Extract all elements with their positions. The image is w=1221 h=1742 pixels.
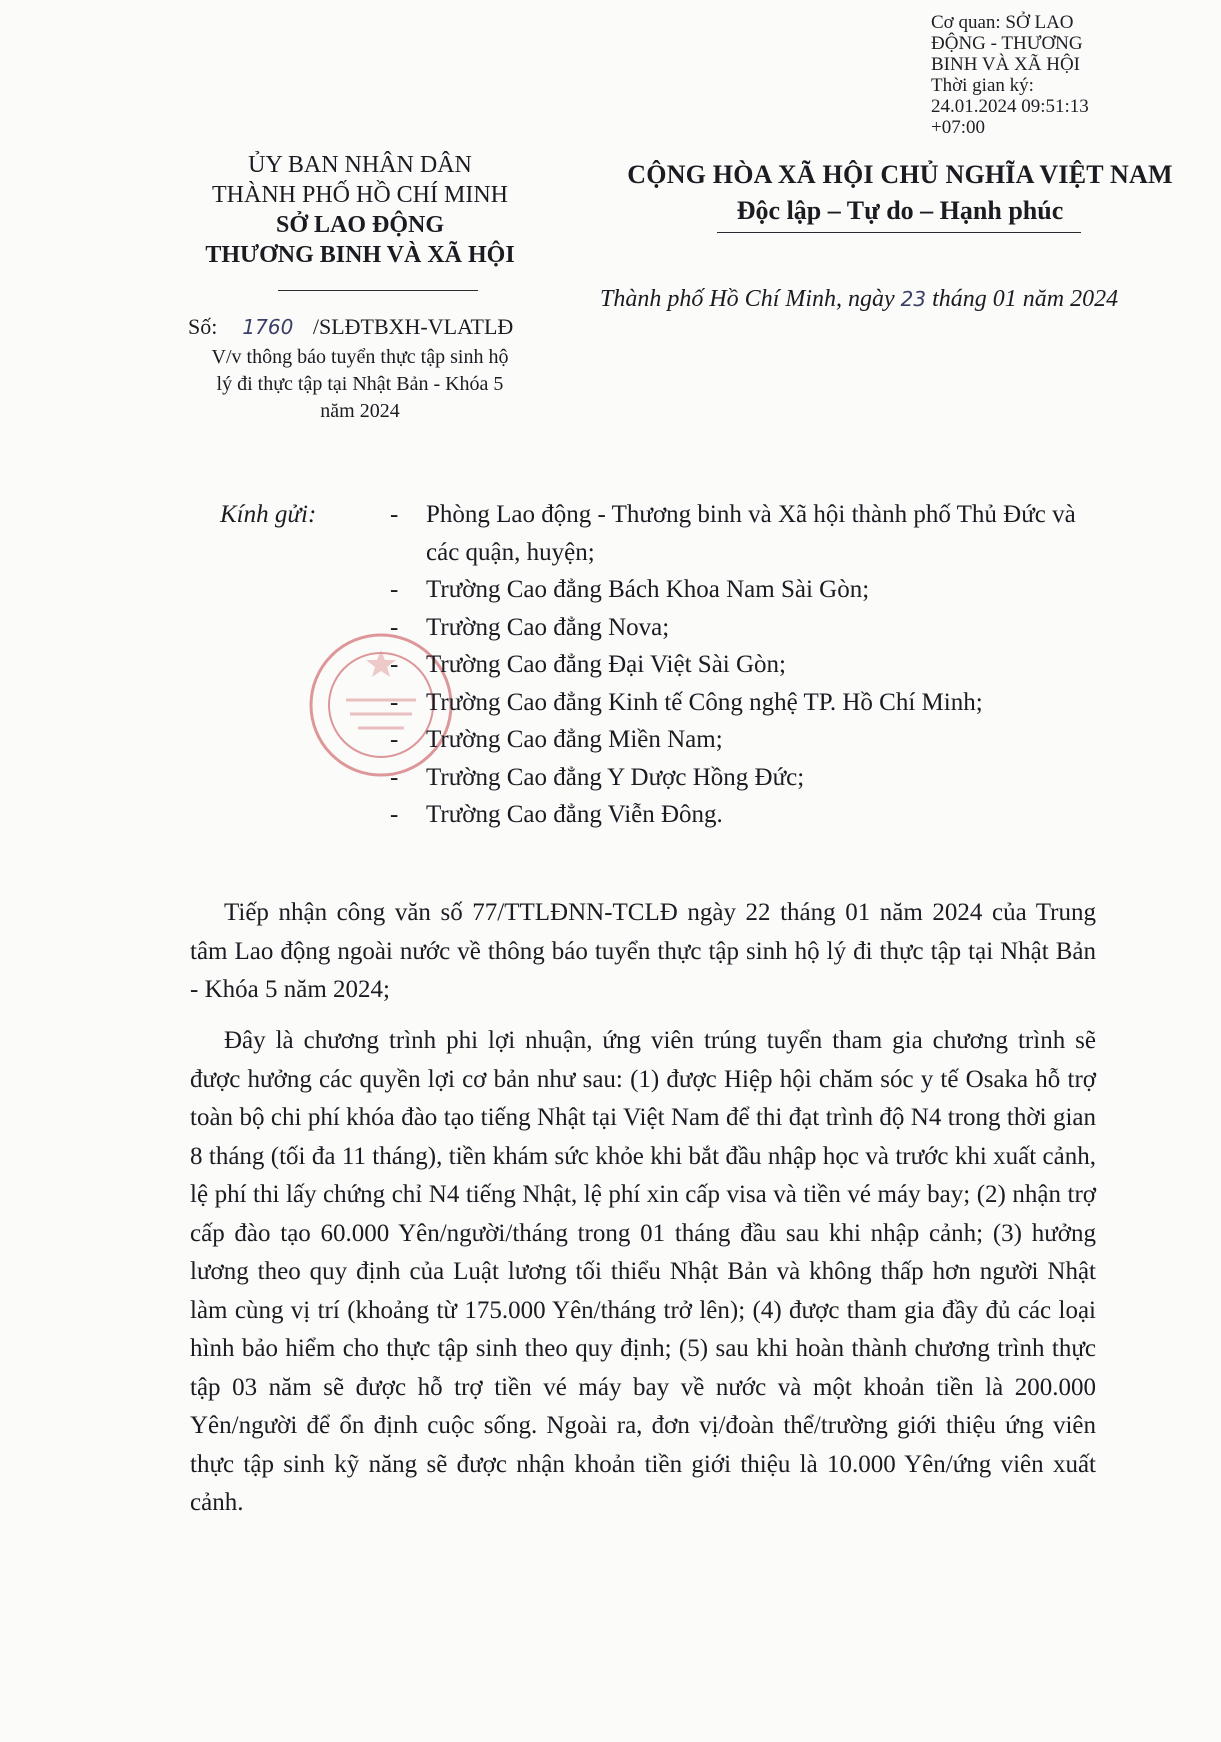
- body-paragraph-1: Tiếp nhận công văn số 77/TTLĐNN-TCLĐ ngày 22 tháng 01 năm 2024 của Trung tâm Lao động ngoài nước về thông báo tuyển thực tập sinh hộ lý đi thực tập tại Nhật Bản - Khóa 5 năm 2024;: [190, 899, 1096, 1003]
- date-prefix: Thành phố Hồ Chí Minh, ngày: [600, 286, 901, 312]
- date-suffix: tháng 01 năm 2024: [926, 286, 1119, 312]
- doc-number-code: /SLĐTBXH-VLATLĐ: [312, 314, 514, 339]
- sig-time-label: Thời gian ký:: [931, 75, 1034, 96]
- recipient-item: - Trường Cao đẳng Viễn Đông.: [390, 801, 723, 828]
- sig-agency-line3: BINH VÀ XÃ HỘI: [931, 54, 1081, 75]
- authority-underline: [278, 290, 478, 291]
- document-subject: [160, 344, 560, 425]
- recipient-item: - Trường Cao đẳng Nova;: [390, 613, 670, 641]
- recipient-item: - Trường Cao đẳng Đại Việt Sài Gòn;: [390, 651, 786, 678]
- date-day-handwritten: 23: [900, 287, 927, 311]
- sig-agency-line2: ĐỘNG - THƯƠNG: [931, 33, 1083, 54]
- document-number: [188, 314, 513, 340]
- sig-time-value: 24.01.2024 09:51:13: [931, 96, 1089, 117]
- nation-title: CỘNG HÒA XÃ HỘI CHỦ NGHĨA VIỆT NAM: [627, 160, 1173, 189]
- digital-signature-block: [931, 12, 1131, 138]
- recipients-list: [390, 496, 1090, 834]
- national-header: [580, 158, 1220, 230]
- authority-line2: THÀNH PHỐ HỒ CHÍ MINH: [212, 182, 508, 208]
- recipient-item: - Trường Cao đẳng Bách Khoa Nam Sài Gòn;: [390, 576, 870, 603]
- doc-number-label: Số:: [188, 314, 218, 339]
- recipients-label: Kính gửi:: [220, 501, 317, 528]
- place-and-date: [600, 286, 1118, 313]
- recipient-item: - Trường Cao đẳng Y Dược Hồng Đức;: [390, 763, 805, 791]
- authority-line3: SỞ LAO ĐỘNG: [275, 212, 445, 238]
- subject-line3: năm 2024: [320, 400, 400, 422]
- recipient-item: - Trường Cao đẳng Miền Nam;: [390, 726, 723, 753]
- sig-timezone: +07:00: [931, 117, 985, 138]
- body-paragraph-2: Đây là chương trình phi lợi nhuận, ứng viên trúng tuyển tham gia chương trình sẽ được hưởng các quyền lợi cơ bản như sau: (1) được Hiệp hội chăm sóc y tế Osaka hỗ trợ toàn bộ chi phí khóa đào tạo tiếng Nhật tại Việt Nam để thi đạt trình độ N4 trong thời gian 8 tháng (tối đa 11 tháng), tiền khám sức khỏe khi bắt đầu nhập học và trước khi xuất cảnh, lệ phí thi lấy chứng chỉ N4 tiếng Nhật, lệ phí xin cấp visa và tiền vé máy bay; (2) nhận trợ cấp đào tạo 60.000 Yên/người/tháng trong 01 tháng đầu sau khi nhập cảnh; (3) hưởng lương theo quy định của Luật lương tối thiểu Nhật Bản và không thấp hơn người Nhật làm cùng vị trí (khoảng từ 175.000 Yên/tháng trở lên); (4) được tham gia đầy đủ các loại hình bảo hiểm cho thực tập sinh theo quy định; (5) sau khi hoàn thành chương trình thực tập 03 năm sẽ được hỗ trợ tiền vé máy bay về nước và một khoản tiền là 200.000 Yên/người để ổn định cuộc sống. Ngoài ra, đơn vị/đoàn thể/trường giới thiệu ứng viên thực tập sinh kỹ năng sẽ được nhận khoản tiền giới thiệu là 10.000 Yên/ứng viên xuất cảnh.: [190, 1027, 1096, 1516]
- recipient-item: - Phòng Lao động - Thương binh và Xã hội thành phố Thủ Đức và các quận, huyện;: [390, 501, 1076, 566]
- authority-line4: THƯƠNG BINH VÀ XÃ HỘI: [205, 242, 515, 268]
- motto-underline: [717, 232, 1081, 233]
- subject-line2: lý đi thực tập tại Nhật Bản - Khóa 5: [216, 373, 504, 395]
- sig-agency-line1: Cơ quan: SỞ LAO: [931, 12, 1074, 33]
- doc-number-handwritten: 1760: [242, 315, 294, 339]
- recipient-item: - Trường Cao đẳng Kinh tế Công nghệ TP. Hồ Chí Minh;: [390, 688, 983, 716]
- national-motto: Độc lập – Tự do – Hạnh phúc: [736, 196, 1064, 225]
- subject-line1: V/v thông báo tuyển thực tập sinh hộ: [211, 346, 509, 368]
- issuing-authority: [160, 150, 560, 270]
- authority-line1: ỦY BAN NHÂN DÂN: [248, 152, 472, 178]
